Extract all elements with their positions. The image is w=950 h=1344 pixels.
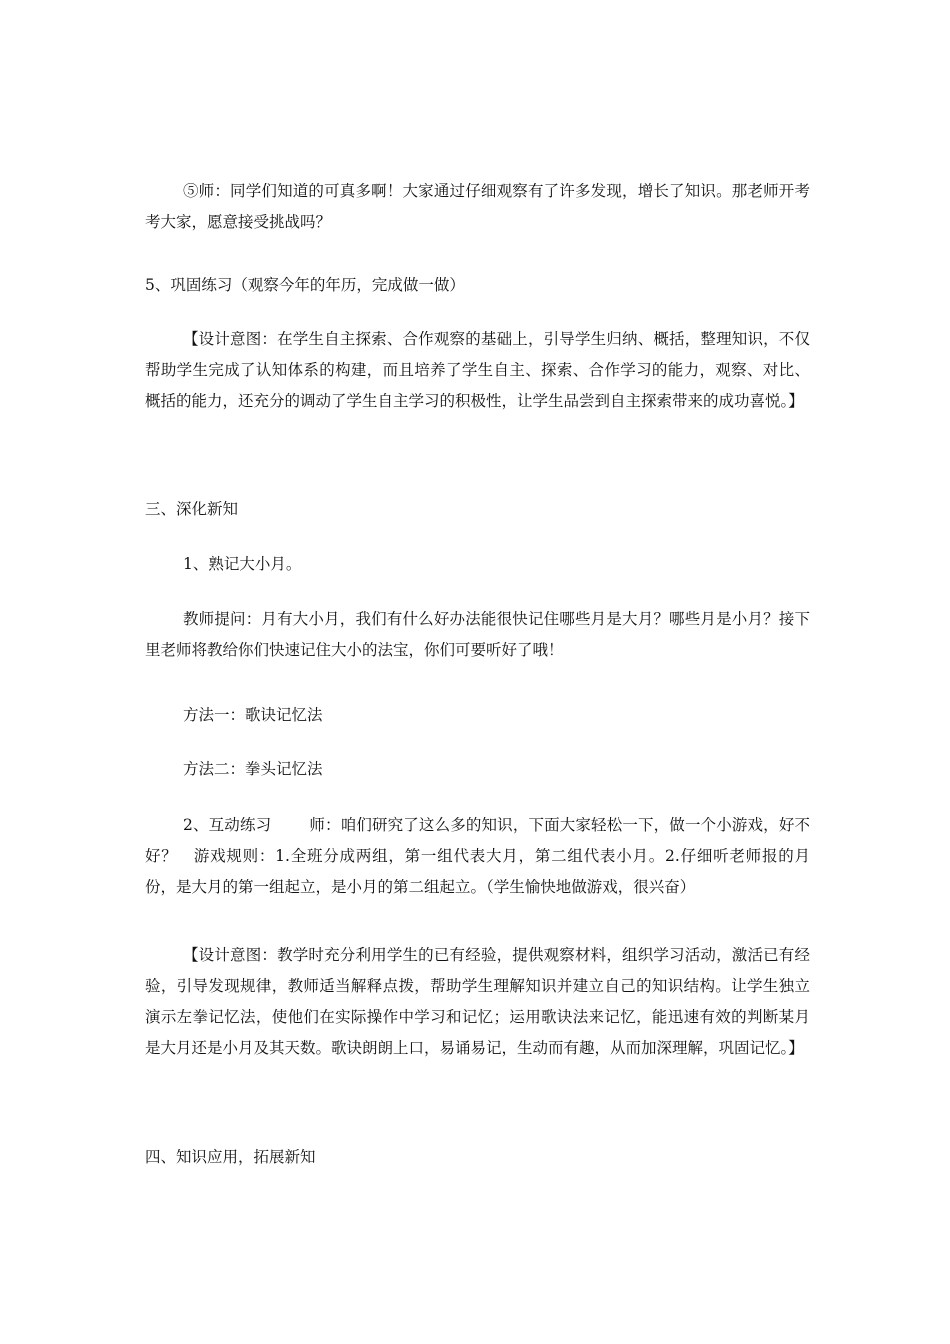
heading-deepen-knowledge: 三、深化新知 xyxy=(145,500,239,518)
heading-consolidation-practice: 5、巩固练习（观察今年的年历，完成做一做） xyxy=(145,276,465,294)
paragraph-design-intent-1: 【设计意图：在学生自主探索、合作观察的基础上，引导学生归纳、概括，整理知识，不仅帮助学生完成了认知体系的构建，而且培养了学生自主、探索、合作学习的能力，观察、对比、概括的能力，还充分的调动了学生自主学习的积极性，让学生品尝到自主探索带来的成功喜悦。】 xyxy=(145,330,810,410)
heading-knowledge-application: 四、知识应用，拓展新知 xyxy=(145,1148,316,1166)
heading-memorize-months: 1、熟记大小月。 xyxy=(183,555,302,573)
interactive-practice-text: 师：咱们研究了这么多的知识，下面大家轻松一下，做一个小游戏，好不好？ 游戏规则：1.全班分成两组，第一组代表大月，第二组代表小月。2.仔细听老师报的月份，是大月的第一组起立，是小月的第二组起立。（学生愉快地做游戏，很兴奋） xyxy=(145,816,810,896)
paragraph-teacher-challenge: ⑤师：同学们知道的可真多啊！大家通过仔细观察有了许多发现，增长了知识。那老师开考考大家，愿意接受挑战吗？ xyxy=(145,182,810,231)
method-two: 方法二：拳头记忆法 xyxy=(183,760,323,778)
paragraph-teacher-question: 教师提问：月有大小月，我们有什么好办法能很快记住哪些月是大月？哪些月是小月？接下里老师将教给你们快速记住大小的法宝，你们可要听好了哦！ xyxy=(145,610,810,659)
interactive-practice-label: 2、互动练习 xyxy=(183,816,272,834)
paragraph-interactive-practice xyxy=(145,810,810,903)
paragraph-design-intent-2: 【设计意图：教学时充分利用学生的已有经验，提供观察材料，组织学习活动，激活已有经验，引导发现规律，教师适当解释点拨，帮助学生理解知识并建立自己的知识结构。让学生独立演示左拳记忆法，使他们在实际操作中学习和记忆；运用歌诀法来记忆，能迅速有效的判断某月是大月还是小月及其天数。歌诀朗朗上口，易诵易记，生动而有趣，从而加深理解，巩固记忆。】 xyxy=(145,946,810,1057)
method-one: 方法一：歌诀记忆法 xyxy=(183,706,323,724)
